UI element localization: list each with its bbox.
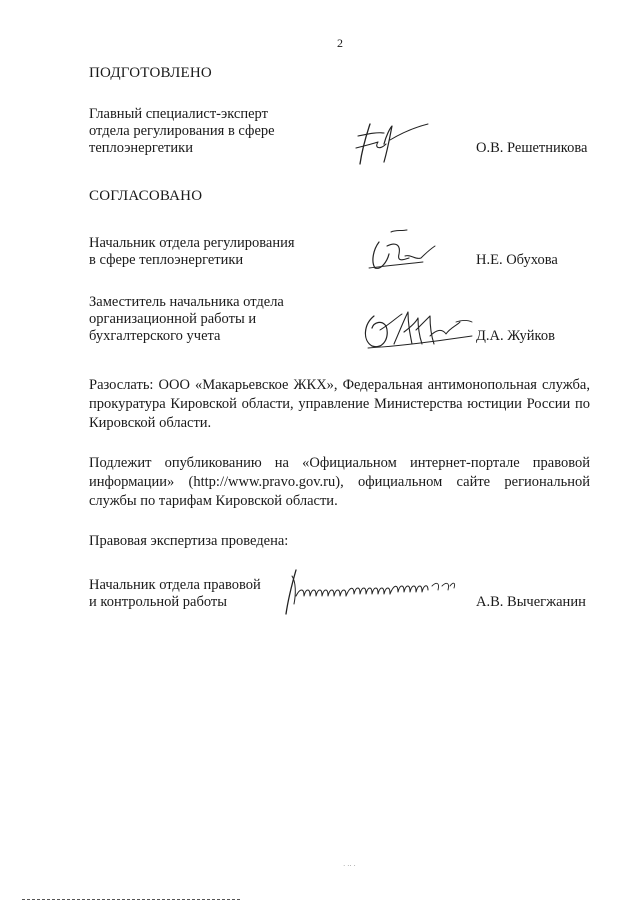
prepared-name: О.В. Решетникова <box>476 140 588 156</box>
signer-2-position-line-2: организационной работы и <box>89 311 257 327</box>
prepared-position-line-1: Главный специалист-эксперт <box>89 106 268 122</box>
legal-position-line-1: Начальник отдела правовой <box>89 577 261 593</box>
distribution-paragraph: Разослать: ООО «Макарьевское ЖКХ», Федеральная антимонопольная служба, прокуратура Кировской области, управление Министерства юстиции России по Кировской области. <box>89 377 590 431</box>
signature-zhuykov <box>360 300 475 360</box>
legal-name: А.В. Вычегжанин <box>476 594 586 610</box>
footer-divider <box>22 899 240 900</box>
footer-marks: · ·· · <box>343 862 356 870</box>
signer-1-name: Н.Е. Обухова <box>476 252 558 268</box>
legal-review-text: Правовая экспертиза проведена: <box>89 533 289 549</box>
signer-1-position-line-1: Начальник отдела регулирования <box>89 235 295 251</box>
signature-vychegzhanin <box>282 566 457 618</box>
agreed-heading: СОГЛАСОВАНО <box>89 188 203 204</box>
signer-2-position-line-1: Заместитель начальника отдела <box>89 294 284 310</box>
publication-paragraph: Подлежит опубликованию на «Официальном интернет-портале правовой информации» (http://www.pravo.gov.ru), официальном сайте региональной службы по тарифам Кировской области. <box>89 455 590 509</box>
signer-1-position-line-2: в сфере теплоэнергетики <box>89 252 244 268</box>
prepared-position-line-3: теплоэнергетики <box>89 140 193 156</box>
signer-2-name: Д.А. Жуйков <box>476 328 555 344</box>
page-number: 2 <box>337 36 343 50</box>
prepared-heading: ПОДГОТОВЛЕНО <box>89 65 212 81</box>
signature-reshetnikova <box>350 118 430 168</box>
signature-obukhova <box>365 228 445 276</box>
signer-2-position-line-3: бухгалтерского учета <box>89 328 221 344</box>
legal-position-line-2: и контрольной работы <box>89 594 227 610</box>
prepared-position-line-2: отдела регулирования в сфере <box>89 123 275 139</box>
